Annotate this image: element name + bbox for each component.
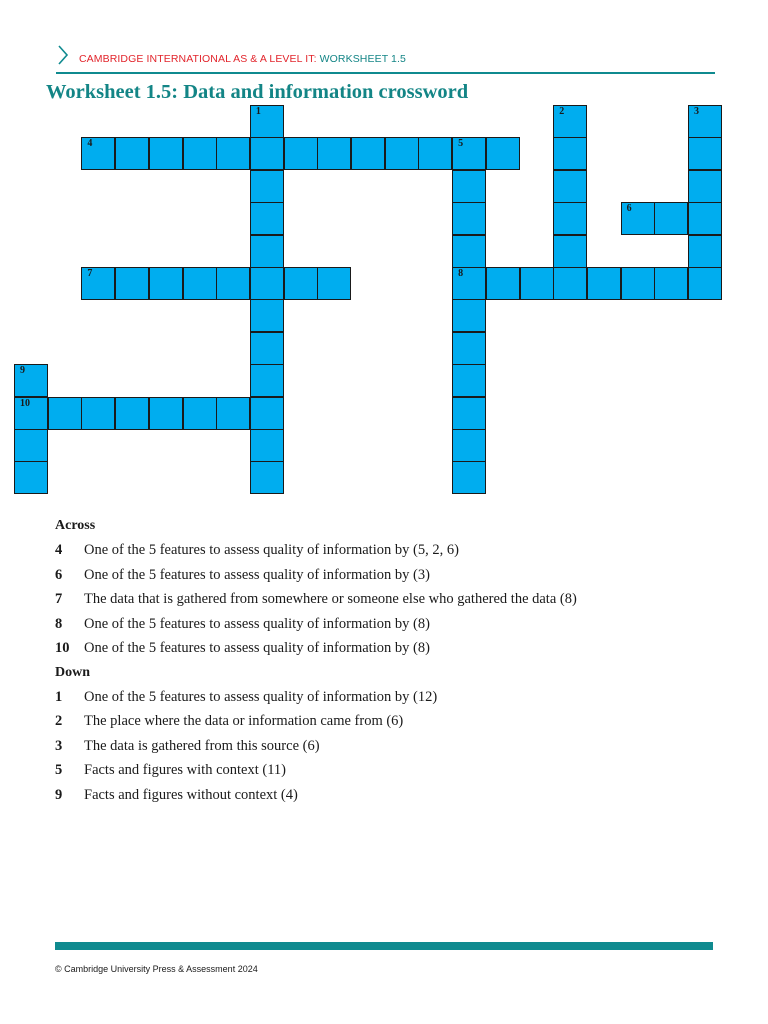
clue-item [55, 612, 715, 637]
crossword-cell[interactable] [48, 397, 82, 430]
clue-item [55, 563, 715, 588]
crossword-cell[interactable] [250, 202, 284, 235]
crossword-cell[interactable] [216, 267, 250, 300]
copyright-notice: © Cambridge University Press & Assessment 2024 [55, 964, 258, 974]
crossword-cell[interactable] [688, 267, 722, 300]
crossword-cell[interactable] [115, 267, 149, 300]
footer-bar [55, 942, 713, 950]
crossword-cell[interactable] [452, 202, 486, 235]
clue-item [55, 538, 715, 563]
cell-number: 1 [255, 106, 261, 117]
crossword-cell[interactable] [553, 105, 587, 138]
cell-number: 10 [20, 397, 30, 409]
crossword-cell[interactable] [452, 299, 486, 332]
crossword-cell[interactable] [553, 235, 587, 268]
crossword-cell[interactable] [183, 267, 217, 300]
crossword-cell[interactable] [250, 429, 284, 462]
crossword-cell[interactable] [250, 137, 284, 170]
clue-item [55, 709, 715, 734]
crossword-cell[interactable] [452, 235, 486, 268]
crossword-cell[interactable] [452, 429, 486, 462]
down-clues [55, 685, 715, 808]
page-title: Worksheet 1.5: Data and information crossword [46, 81, 469, 103]
across-clues [55, 538, 715, 661]
crossword-cell[interactable] [452, 170, 486, 203]
clue-number: 3 [55, 737, 63, 754]
crossword-cell[interactable] [81, 137, 115, 170]
clue-text: Facts and figures with context (11) [84, 762, 287, 778]
crossword-cell[interactable] [452, 332, 486, 365]
crossword-cell[interactable] [553, 170, 587, 203]
crossword-cell[interactable] [486, 137, 520, 170]
crossword-cell[interactable] [250, 267, 284, 300]
crossword-cell[interactable] [688, 202, 722, 235]
crossword-cell[interactable] [81, 397, 115, 430]
clue-list [55, 514, 715, 807]
crossword-cell[interactable] [452, 267, 486, 300]
clue-number: 2 [55, 713, 63, 729]
crossword-cell[interactable] [520, 267, 554, 300]
clue-number: 5 [55, 762, 63, 778]
clue-item [55, 587, 715, 612]
crossword-cell[interactable] [149, 397, 183, 430]
crossword-cell[interactable] [452, 364, 486, 397]
crossword-cell[interactable] [250, 332, 284, 365]
crossword-cell[interactable] [452, 397, 486, 430]
crossword-cell[interactable] [115, 397, 149, 430]
cell-number: 4 [87, 138, 93, 150]
crossword-cell[interactable] [317, 267, 351, 300]
crossword-cell[interactable] [688, 235, 722, 268]
crossword-cell[interactable] [250, 364, 284, 397]
clue-text: One of the 5 features to assess quality of information by (12) [84, 688, 438, 705]
clue-number: 7 [55, 591, 63, 607]
worksheet-label: WORKSHEET 1.5 [319, 53, 406, 65]
clue-number: 6 [55, 566, 63, 583]
crossword-cell[interactable] [14, 364, 48, 397]
crossword-cell[interactable] [351, 137, 385, 170]
clue-number: 1 [55, 688, 63, 705]
crossword-cell[interactable] [587, 267, 621, 300]
crossword-cell[interactable] [317, 137, 351, 170]
down-heading: Down [55, 664, 91, 680]
crossword-cell[interactable] [250, 299, 284, 332]
clue-item [55, 758, 715, 783]
crossword-cell[interactable] [81, 267, 115, 300]
crossword-cell[interactable] [621, 267, 655, 300]
crossword-cell[interactable] [654, 202, 688, 235]
crossword-cell[interactable] [149, 137, 183, 170]
crossword-cell[interactable] [216, 397, 250, 430]
clue-text: One of the 5 features to assess quality of information by (8) [84, 640, 430, 656]
cell-number: 9 [20, 365, 25, 377]
crossword-cell[interactable] [115, 137, 149, 170]
clue-number: 10 [55, 640, 70, 656]
clue-text: The data is gathered from this source (6) [84, 737, 320, 754]
clue-number: 4 [55, 542, 63, 558]
crossword-cell[interactable] [149, 267, 183, 300]
clue-text: One of the 5 features to assess quality of information by (3) [84, 566, 430, 583]
crossword-cell[interactable] [688, 170, 722, 203]
cell-number: 5 [458, 138, 464, 150]
clue-text: One of the 5 features to assess quality of information by (8) [84, 615, 430, 632]
crossword-cell[interactable] [654, 267, 688, 300]
cell-number: 2 [559, 106, 565, 117]
crossword-cell[interactable] [14, 429, 48, 462]
clue-item [55, 734, 715, 759]
clue-text: Facts and figures without context (4) [84, 786, 298, 803]
crossword-cell[interactable] [284, 137, 318, 170]
crossword-cell[interactable] [284, 267, 318, 300]
cell-number: 6 [626, 203, 632, 215]
clue-text: One of the 5 features to assess quality of information by (5, 2, 6) [84, 542, 459, 558]
clue-item [55, 636, 715, 661]
clue-text: The data that is gathered from somewhere or someone else who gathered the data (8) [84, 591, 577, 607]
crossword-cell[interactable] [553, 267, 587, 300]
crossword-cell[interactable] [688, 105, 722, 138]
clue-item [55, 783, 715, 808]
clue-number: 8 [55, 615, 63, 632]
crossword-cell[interactable] [250, 105, 284, 138]
crossword-cell[interactable] [250, 397, 284, 430]
crossword-cell[interactable] [216, 137, 250, 170]
crossword-cell[interactable] [385, 137, 419, 170]
crossword-cell[interactable] [250, 235, 284, 268]
crossword-cell[interactable] [250, 170, 284, 203]
crossword-cell[interactable] [553, 137, 587, 170]
crossword-cell[interactable] [688, 137, 722, 170]
crossword-cell[interactable] [250, 461, 284, 494]
clue-number: 9 [55, 786, 63, 803]
crossword-cell[interactable] [183, 137, 217, 170]
crossword-cell[interactable] [14, 461, 48, 494]
across-heading: Across [55, 518, 96, 533]
series-label: CAMBRIDGE INTERNATIONAL AS & A LEVEL IT: [79, 53, 317, 65]
crossword-cell[interactable] [486, 267, 520, 300]
cell-number: 7 [87, 268, 93, 279]
crossword-cell[interactable] [621, 202, 655, 235]
crossword-cell[interactable] [418, 137, 452, 170]
cell-number: 3 [694, 106, 699, 117]
crossword-cell[interactable] [452, 137, 486, 170]
crossword-cell[interactable] [553, 202, 587, 235]
cell-number: 8 [458, 268, 464, 279]
clue-item [55, 685, 715, 710]
crossword-cell[interactable] [452, 461, 486, 494]
crossword-cell[interactable] [14, 397, 48, 430]
clue-text: The place where the data or information came from (6) [84, 713, 404, 729]
crossword-cell[interactable] [183, 397, 217, 430]
